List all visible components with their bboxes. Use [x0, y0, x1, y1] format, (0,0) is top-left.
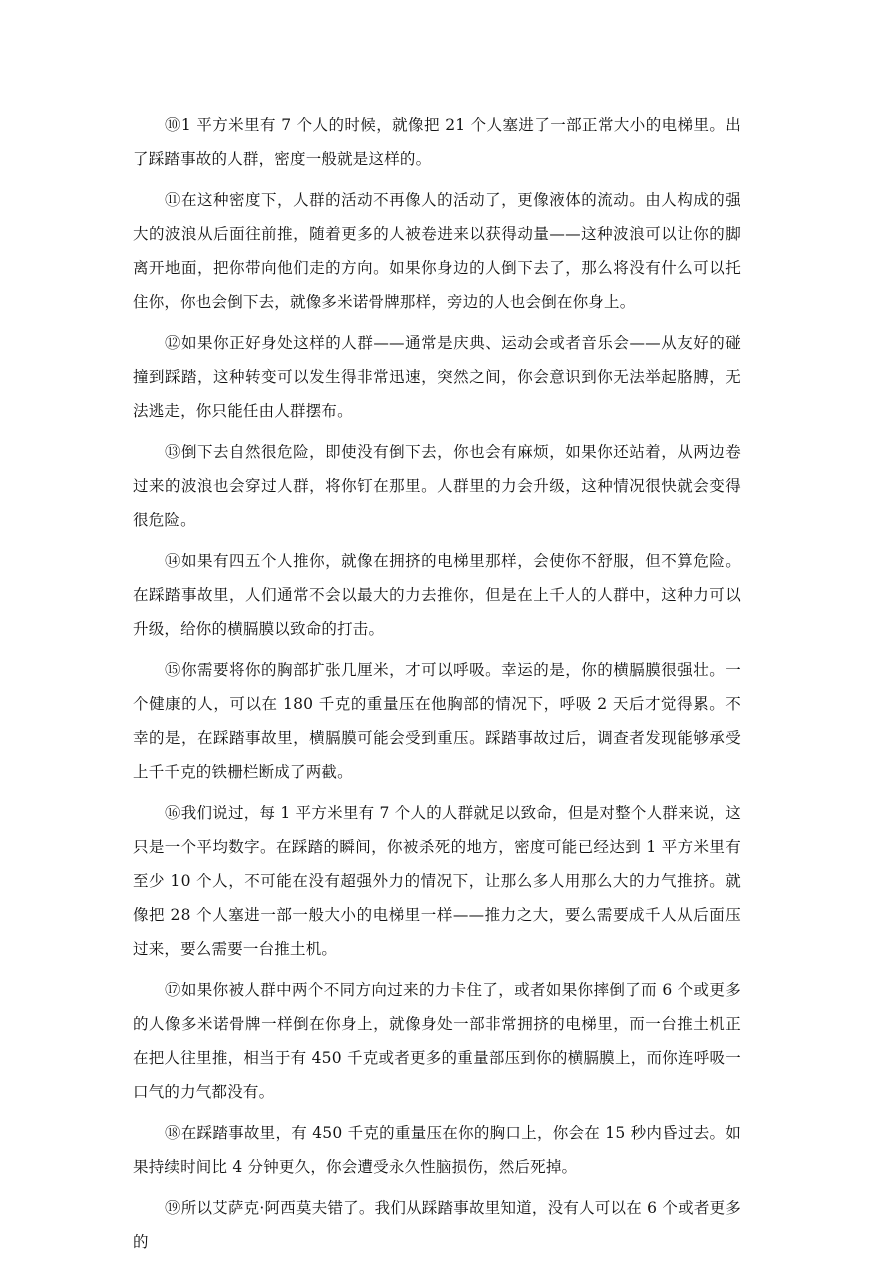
paragraph-11: ⑪在这种密度下，人群的活动不再像人的活动了，更像液体的流动。由人构成的强大的波浪从后面往前推，随着更多的人被卷进来以获得动量——这种波浪可以让你的脚离开地面，把你带向他们走的方向。如果你身边的人倒下去了，那么将没有什么可以托住你，你也会倒下去，就像多米诺骨牌那样，旁边的人也会倒在你身上。 [133, 191, 741, 311]
paragraph-19: ⑲所以艾萨克·阿西莫夫错了。我们从踩踏事故里知道，没有人可以在 6 个或者更多的 [133, 1199, 741, 1251]
paragraph-12: ⑫如果你正好身处这样的人群——通常是庆典、运动会或者音乐会——从友好的碰撞到踩踏，这种转变可以发生得非常迅速，突然之间，你会意识到你无法举起胳膊，无法逃走，你只能任由人群摆布。 [133, 334, 741, 420]
paragraph-17: ⑰如果你被人群中两个不同方向过来的力卡住了，或者如果你摔倒了而 6 个或更多的人像多米诺骨牌一样倒在你身上，就像身处一部非常拥挤的电梯里，而一台推土机正在把人往里推，相当于有 450 千克或者更多的重量部压到你的横膈膜上，而你连呼吸一口气的力气都没有。 [133, 981, 741, 1101]
paragraph-18: ⑱在踩踏事故里，有 450 千克的重量压在你的胸口上，你会在 15 秒内昏过去。如果持续时间比 4 分钟更久，你会遭受永久性脑损伤，然后死掉。 [133, 1124, 741, 1176]
paragraph-15: ⑮你需要将你的胸部扩张几厘米，才可以呼吸。幸运的是，你的横膈膜很强壮。一个健康的人，可以在 180 千克的重量压在他胸部的情况下，呼吸 2 天后才觉得累。不幸的是，在踩踏事故里，横膈膜可能会受到重压。踩踏事故过后，调查者发现能够承受上千千克的铁栅栏断成了两截。 [133, 661, 741, 781]
paragraph-10: ⑩1 平方米里有 7 个人的时候，就像把 21 个人塞进了一部正常大小的电梯里。出了踩踏事故的人群，密度一般就是这样的。 [133, 116, 741, 168]
article-body [133, 108, 741, 1266]
paragraph-13: ⑬倒下去自然很危险，即使没有倒下去，你也会有麻烦，如果你还站着，从两边卷过来的波浪也会穿过人群，将你钉在那里。人群里的力会升级，这种情况很快就会变得很危险。 [133, 443, 741, 529]
paragraph-16: ⑯我们说过，每 1 平方米里有 7 个人的人群就足以致命，但是对整个人群来说，这只是一个平均数字。在踩踏的瞬间，你被杀死的地方，密度可能已经达到 1 平方米里有至少 10 个人，不可能在没有超强外力的情况下，让那么多人用那么大的力气推挤。就像把 28 个人塞进一部一般大小的电梯里一样——推力之大，要么需要成千人从后面压过来，要么需要一台推土机。 [133, 804, 741, 958]
paragraph-14: ⑭如果有四五个人推你，就像在拥挤的电梯里那样，会使你不舒服，但不算危险。在踩踏事故里，人们通常不会以最大的力去推你，但是在上千人的人群中，这种力可以升级，给你的横膈膜以致命的打击。 [133, 552, 741, 638]
